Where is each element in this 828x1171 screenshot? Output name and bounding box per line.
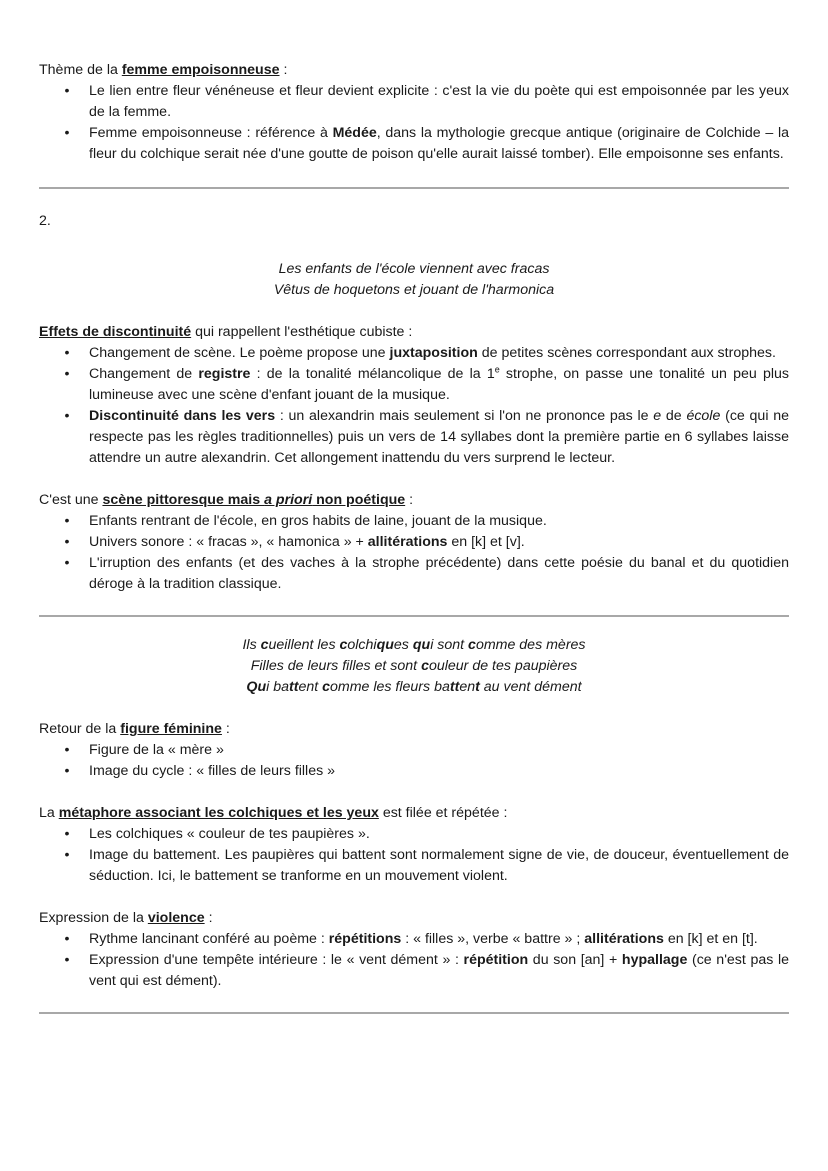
list-item-text: strophe, on passe une tonalité un peu plus lumineuse avec une scène d'enfant jouant de la musique. <box>89 366 789 403</box>
list-item <box>39 553 789 595</box>
bold-term: juxtaposition <box>389 345 478 361</box>
poem-line <box>39 656 789 677</box>
heading-metaphore <box>39 803 789 824</box>
bullet-list <box>39 824 789 887</box>
list-item-text: du son [an] + <box>528 952 622 968</box>
highlighted-sound: tt <box>288 679 299 695</box>
bullet-icon: • <box>64 513 70 529</box>
heading-scene-pittoresque <box>39 490 789 511</box>
heading-violence <box>39 908 789 929</box>
list-item-text: Image du battement. Les paupières qui battent sont normalement signe de vie, de douceur, éventuellement de séduction. Ici, le battement se tranforme en un mouvement violent. <box>89 847 789 884</box>
heading-term-part: non poétique <box>312 492 406 508</box>
heading-prefix: C'est une <box>39 492 103 508</box>
list-item-text: Changement de <box>89 366 199 382</box>
bullet-icon: • <box>64 555 70 571</box>
bold-term: répétition <box>463 952 529 968</box>
italic-term: e <box>653 408 662 424</box>
heading-suffix: : <box>279 62 288 78</box>
bullet-list <box>39 740 789 782</box>
heading-figure-feminine <box>39 719 789 740</box>
bold-term: répétitions <box>328 931 402 947</box>
poem-text: omme des mères <box>475 637 586 653</box>
highlighted-sound: Qu <box>246 679 267 695</box>
list-item-text: L'irruption des enfants (et des vaches à la strophe précédente) dans cette poésie du banal et du quotidien déroge à la tradition classique. <box>89 555 789 592</box>
list-item <box>39 364 789 406</box>
list-item-text: de petites scènes correspondant aux strophes. <box>477 345 776 361</box>
bullet-icon: • <box>64 366 70 382</box>
bullet-icon: • <box>64 742 70 758</box>
list-item <box>39 950 789 992</box>
bullet-icon: • <box>64 408 70 424</box>
list-item-text: Image du cycle : « filles de leurs filles » <box>89 763 336 779</box>
poem-text: ueillent les <box>268 637 340 653</box>
poem-line: Vêtus de hoquetons et jouant de l'harmonica <box>273 282 555 298</box>
heading-effets-discontinuite <box>39 322 789 343</box>
bullet-icon: • <box>64 534 70 550</box>
bold-term: registre <box>198 366 251 382</box>
list-item-text: en [k] et en [t]. <box>663 931 758 947</box>
list-item-text: , dans la mythologie grecque antique (originaire de Colchide – la fleur du colchique serait née d'une goutte de poison qu'elle aurait laissé tomber). Elle empoisonne ses enfants. <box>89 125 790 162</box>
highlighted-sound: qu <box>376 637 394 653</box>
highlighted-sound: c <box>468 637 476 653</box>
bullet-list <box>39 81 789 165</box>
bullet-list <box>39 511 789 595</box>
poem-text: es <box>393 637 413 653</box>
highlighted-sound: c <box>322 679 330 695</box>
poem-text: i sont <box>430 637 469 653</box>
bullet-list <box>39 343 789 469</box>
highlighted-sound: qu <box>412 637 431 653</box>
list-item-text: Rythme lancinant conféré au poème : <box>89 931 329 947</box>
list-item <box>39 123 789 165</box>
document-page <box>39 60 789 1014</box>
bullet-icon: • <box>64 952 70 968</box>
bold-term: Médée <box>332 125 377 141</box>
bullet-icon: • <box>64 83 70 99</box>
heading-suffix: qui rappellent l'esthétique cubiste : <box>191 324 413 340</box>
list-item-text: (ce qui ne respecte pas les règles traditionnelles) puis un vers de 14 syllabes dont la première partie en 6 syllabes laisse attendre un autre alexandrin. Cet allongement inattendu du vers surprend le lecteur. <box>89 408 789 466</box>
italic-term: a priori <box>264 492 313 508</box>
list-item-text: en [k] et [v]. <box>447 534 525 550</box>
list-item-text: Le lien entre fleur vénéneuse et fleur devient explicite : c'est la vie du poète qui est empoisonnée par les yeux de la femme. <box>89 83 789 120</box>
bullet-icon: • <box>64 125 70 141</box>
heading-term-part: scène pittoresque mais <box>102 492 265 508</box>
superscript: e <box>494 364 500 375</box>
heading-prefix: Thème de la <box>39 62 122 78</box>
list-item <box>39 824 789 845</box>
poem-text: ouleur de tes paupières <box>428 658 578 674</box>
heading-term: femme empoisonneuse <box>121 62 280 78</box>
list-item <box>39 511 789 532</box>
heading-prefix: Retour de la <box>39 721 121 737</box>
bullet-icon: • <box>64 931 70 947</box>
list-item-text: : de la tonalité mélancolique de la 1 <box>250 366 495 382</box>
heading-term: métaphore associant les colchiques et les yeux <box>58 805 379 821</box>
highlighted-sound: t <box>475 679 480 695</box>
list-item <box>39 740 789 761</box>
poem-text: en <box>459 679 476 695</box>
list-item <box>39 761 789 782</box>
poem-text: i ba <box>266 679 289 695</box>
heading-term: Effets de discontinuité <box>39 324 192 340</box>
poem-text: Ils <box>242 637 261 653</box>
heading-suffix: : <box>221 721 230 737</box>
heading-suffix: est filée et répétée : <box>378 805 508 821</box>
poem-line <box>39 635 789 656</box>
poem-text: olchi <box>347 637 377 653</box>
list-item <box>39 845 789 887</box>
bold-term: allitérations <box>367 534 448 550</box>
list-item-text: Les colchiques « couleur de tes paupières ». <box>89 826 370 842</box>
list-item <box>39 929 789 950</box>
bullet-icon: • <box>64 763 70 779</box>
list-item <box>39 406 789 469</box>
heading-prefix: Expression de la <box>39 910 148 926</box>
poem-line <box>39 677 789 698</box>
bullet-icon: • <box>64 345 70 361</box>
bullet-icon: • <box>64 826 70 842</box>
heading-femme-empoisonneuse <box>39 60 789 81</box>
bullet-icon: • <box>64 847 70 863</box>
poem-text: au vent dément <box>479 679 582 695</box>
list-item-text: de <box>661 408 687 424</box>
heading-suffix: : <box>204 910 213 926</box>
heading-suffix: : <box>405 492 414 508</box>
bold-term: Discontinuité dans les vers <box>89 408 276 424</box>
bullet-list <box>39 929 789 992</box>
highlighted-sound: c <box>339 637 348 653</box>
list-item-text: : un alexandrin mais seulement si l'on ne prononce pas le <box>275 408 654 424</box>
highlighted-sound: c <box>260 637 269 653</box>
heading-prefix: La <box>39 805 59 821</box>
highlighted-sound: c <box>421 658 429 674</box>
bold-term: allitérations <box>584 931 664 947</box>
section-number: 2. <box>39 213 51 229</box>
list-item-text: Figure de la « mère » <box>89 742 224 758</box>
list-item-text: Femme empoisonneuse : référence à <box>89 125 333 141</box>
poem-text: ent <box>298 679 323 695</box>
list-item-text: Changement de scène. Le poème propose une <box>89 345 390 361</box>
list-item <box>39 343 789 364</box>
list-item <box>39 81 789 123</box>
italic-term: école <box>686 408 721 424</box>
list-item-text: Univers sonore : « fracas », « hamonica » + <box>89 534 368 550</box>
poem-line: Les enfants de l'école viennent avec fracas <box>278 261 550 277</box>
heading-term <box>102 492 405 508</box>
horizontal-rule <box>39 1012 789 1014</box>
list-item <box>39 532 789 553</box>
poem-text: omme les fleurs ba <box>330 679 450 695</box>
heading-term: figure féminine <box>120 721 222 737</box>
list-item-text: : « filles », verbe « battre » ; <box>401 931 585 947</box>
highlighted-sound: tt <box>449 679 460 695</box>
list-item-text: Enfants rentrant de l'école, en gros habits de laine, jouant de la musique. <box>89 513 547 529</box>
bold-term: hypallage <box>621 952 688 968</box>
heading-term: violence <box>147 910 205 926</box>
poem-text: Filles de leurs filles et sont <box>250 658 422 674</box>
list-item-text: (ce n'est pas le vent qui est dément). <box>89 952 789 989</box>
list-item-text: Expression d'une tempête intérieure : le « vent dément » : <box>89 952 464 968</box>
